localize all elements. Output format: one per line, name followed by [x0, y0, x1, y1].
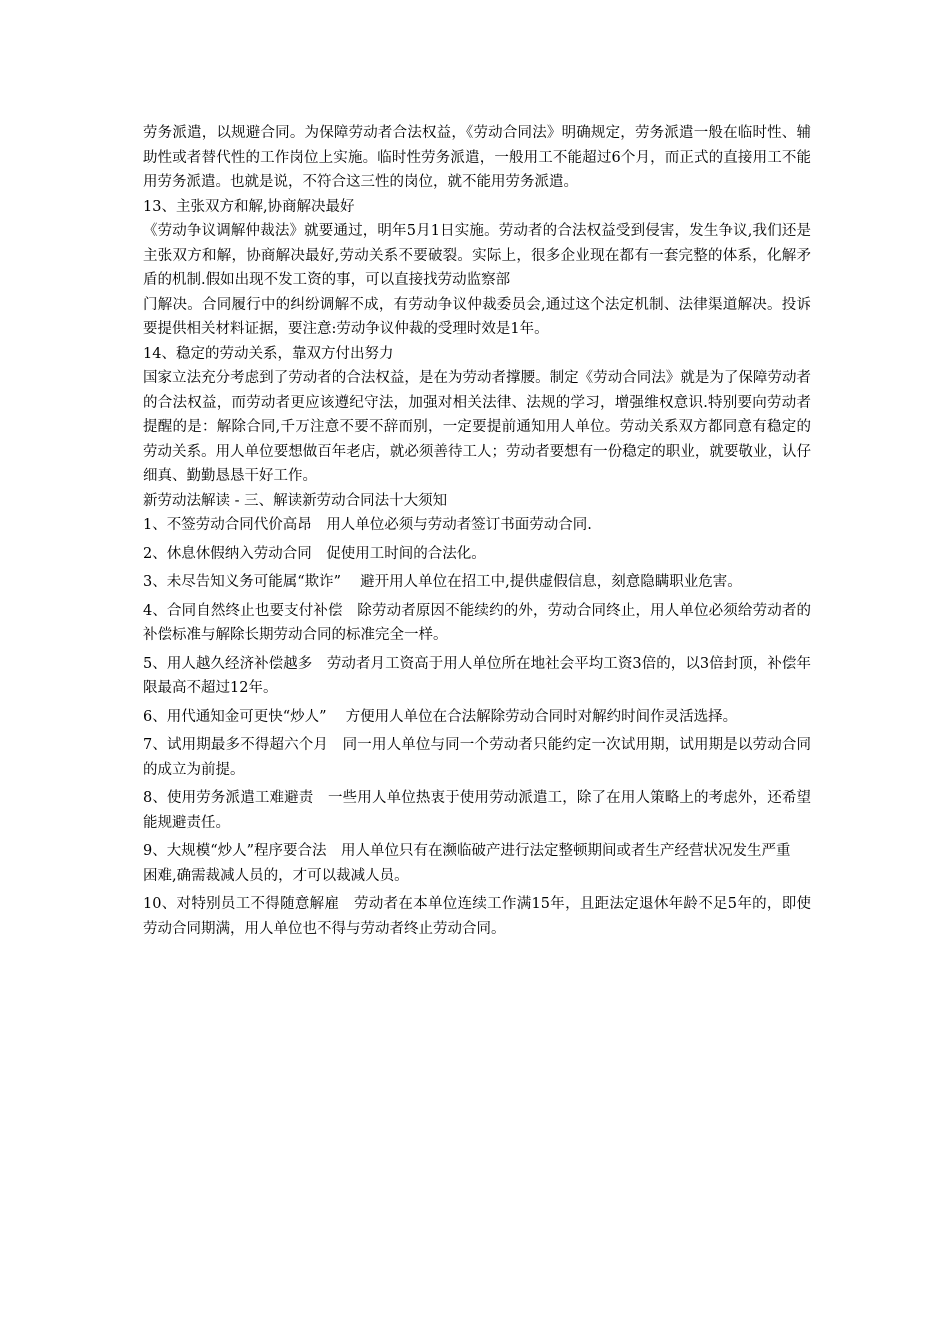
heading-13: 13、主张双方和解,协商解决最好 — [143, 198, 355, 215]
document-body — [143, 121, 811, 941]
list-item-3: 3、未尽告知义务可能属“欺诈” 避开用人单位在招工中,提供虚假信息，刻意隐瞒职业危害。 — [143, 574, 742, 590]
list-item-10: 10、对特别员工不得随意解雇 劳动者在本单位连续工作满15年，且距法定退休年龄不足5年的，即使劳动合同期满，用人单位也不得与劳动者终止劳动合同。 — [143, 896, 811, 937]
paragraph-arbitration-continued: 门解决。合同履行中的纠纷调解不成，有劳动争议仲裁委员会,通过这个法定机制、法律渠道解决。投诉要提供相关材料证据，要注意:劳动争议仲裁的受理时效是1年。 — [143, 296, 811, 337]
paragraph-arbitration-law: 《劳动争议调解仲裁法》就要通过，明年5月1日实施。劳动者的合法权益受到侵害，发生争议,我们还是主张双方和解，协商解决最好,劳动关系不要破裂。实际上，很多企业现在都有一套完整的体系，化解矛盾的机制.假如出现不发工资的事，可以直接找劳动监察部 — [143, 223, 811, 288]
list-item-7: 7、试用期最多不得超六个月 同一用人单位与同一个劳动者只能约定一次试用期，试用期是以劳动合同的成立为前提。 — [143, 737, 811, 778]
paragraph-stable-relations: 国家立法充分考虑到了劳动者的合法权益，是在为劳动者撑腰。制定《劳动合同法》就是为了保障劳动者的合法权益，而劳动者更应该遵纪守法，加强对相关法律、法规的学习，增强维权意识.特别要向劳动者提醒的是：解除合同,千万注意不要不辞而别，一定要提前通知用人单位。劳动关系双方都同意有稳定的劳动关系。用人单位要想做百年老店，就必须善待工人；劳动者要想有一份稳定的职业，就要敬业，认仔细真、勤勤恳恳干好工作。 — [143, 370, 811, 484]
list-item-9-continued: 困难,确需裁减人员的，才可以裁减人员。 — [143, 867, 409, 884]
list-item-4: 4、合同自然终止也要支付补偿 除劳动者原因不能续约的外，劳动合同终止，用人单位必须给劳动者的补偿标准与解除长期劳动合同的标准完全一样。 — [143, 602, 811, 643]
list-item-8: 8、使用劳务派遣工难避责 一些用人单位热衷于使用劳动派遣工，除了在用人策略上的考虑外，还希望能规避责任。 — [143, 790, 811, 831]
list-item-6: 6、用代通知金可更快“炒人” 方便用人单位在合法解除劳动合同时对解约时间作灵活选择。 — [143, 708, 738, 725]
section-title-ten-notes: 新劳动法解读 - 三、解读新劳动合同法十大须知 — [143, 492, 448, 509]
list-item-1: 1、不签劳动合同代价高昂 用人单位必须与劳动者签订书面劳动合同. — [143, 517, 592, 533]
heading-14: 14、稳定的劳动关系，靠双方付出努力 — [143, 345, 394, 362]
list-item-2: 2、休息休假纳入劳动合同 促使用工时间的合法化。 — [143, 545, 486, 562]
paragraph-labor-dispatch: 劳务派遣，以规避合同。为保障劳动者合法权益，《劳动合同法》明确规定，劳务派遣一般在临时性、辅助性或者替代性的工作岗位上实施。临时性劳务派遣，一般用工不能超过6个月，而正式的直接用工不能用劳务派遣。也就是说，不符合这三性的岗位，就不能用劳务派遣。 — [143, 125, 811, 190]
list-item-5: 5、用人越久经济补偿越多 劳动者月工资高于用人单位所在地社会平均工资3倍的，以3倍封顶，补偿年限最高不超过12年。 — [143, 655, 811, 696]
list-item-9: 9、大规模“炒人”程序要合法 用人单位只有在濒临破产进行法定整顿期间或者生产经营状况发生严重 — [143, 843, 791, 859]
